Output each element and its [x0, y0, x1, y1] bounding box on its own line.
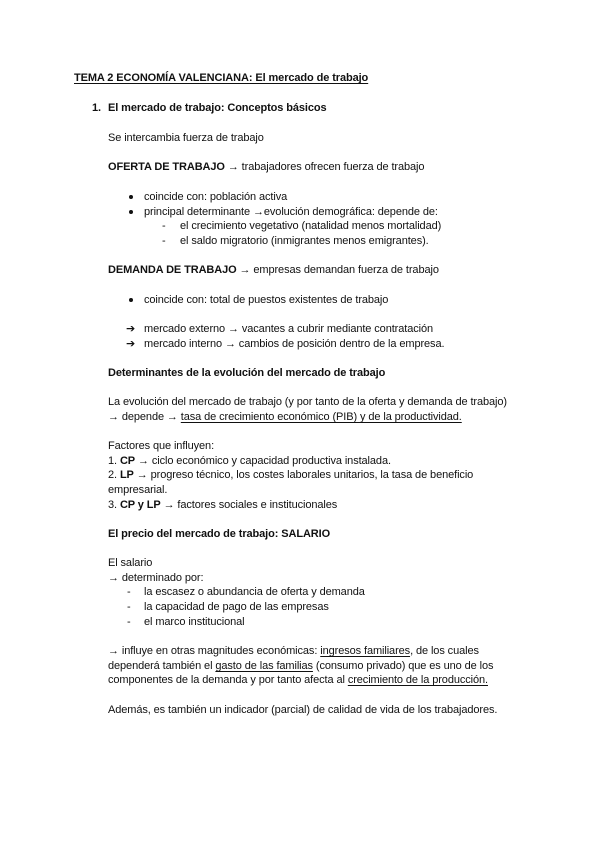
dash-icon: -	[127, 601, 131, 613]
dash-icon: -	[162, 220, 166, 232]
salario-paragraph-line-1	[108, 644, 479, 658]
oferta-rest: → trabajadores ofrecen fuerza de trabajo	[224, 161, 425, 173]
factores-title: Factores que influyen:	[108, 440, 215, 452]
oferta-line	[108, 160, 424, 174]
section-number: 1.	[92, 102, 101, 114]
p1-text: → influye en otras magnitudes económicas:	[108, 645, 321, 657]
oferta-bullet-2: principal determinante →evolución demográfica: depende de:	[144, 206, 438, 218]
closing-sentence: Además, es también un indicador (parcial) de calidad de vida de los trabajadores.	[108, 704, 498, 716]
salario-item-3: el marco institucional	[144, 616, 245, 628]
factor-2-number: 2.	[108, 469, 120, 481]
p2-text: dependerá también el	[108, 660, 216, 672]
demanda-line	[108, 263, 439, 277]
oferta-subitem-1: el crecimiento vegetativo (natalidad menos mortalidad)	[180, 220, 442, 232]
demanda-arrow-1: mercado externo → vacantes a cubrir mediante contratación	[144, 323, 434, 335]
factor-2-continuation: empresarial.	[108, 484, 168, 496]
factor-3-label: CP y LP	[119, 499, 161, 511]
factor-3	[108, 498, 337, 512]
factor-3-number: 3.	[108, 499, 120, 511]
factor-2-label: LP	[119, 469, 134, 481]
factor-1	[108, 454, 391, 468]
factor-1-number: 1.	[108, 455, 120, 467]
oferta-label: OFERTA DE TRABAJO	[108, 161, 225, 173]
dash-icon: -	[162, 235, 166, 247]
salario-heading: El precio del mercado de trabajo: SALARIO	[108, 528, 331, 540]
salario-line-1: El salario	[108, 557, 153, 569]
document-title: TEMA 2 ECONOMÍA VALENCIANA: El mercado de trabajo	[74, 72, 369, 84]
demanda-rest: → empresas demandan fuerza de trabajo	[236, 264, 439, 276]
p3-text: componentes de la demanda y por tanto afecta al	[108, 674, 348, 686]
bullet-icon	[129, 195, 133, 199]
determinantes-heading: Determinantes de la evolución del mercado de trabajo	[108, 367, 386, 379]
arrow-bullet-icon: ➔	[126, 338, 136, 350]
p2-text-end: (consumo privado) que es uno de los	[312, 660, 494, 672]
arrow-bullet-icon: ➔	[126, 323, 136, 335]
p3-underlined: crecimiento de la producción.	[347, 674, 488, 686]
factor-1-text: → ciclo económico y capacidad productiva instalada.	[135, 455, 391, 467]
bullet-icon	[129, 210, 133, 214]
determinantes-line-2-underlined: tasa de crecimiento económico (PIB) y de la productividad.	[180, 411, 462, 423]
salario-paragraph-line-3	[108, 673, 488, 687]
salario-paragraph-line-2	[108, 659, 493, 673]
determinantes-line-2	[108, 410, 462, 424]
factor-3-text: → factores sociales e institucionales	[160, 499, 338, 511]
dash-icon: -	[127, 616, 131, 628]
factor-2-text: → progreso técnico, los costes laborales unitarios, la tasa de beneficio	[133, 469, 474, 481]
demanda-label: DEMANDA DE TRABAJO	[108, 264, 237, 276]
factor-1-label: CP	[119, 455, 136, 467]
section-heading: El mercado de trabajo: Conceptos básicos	[108, 102, 327, 114]
oferta-subitem-2: el saldo migratorio (inmigrantes menos emigrantes).	[180, 235, 429, 247]
factor-2	[108, 468, 473, 482]
demanda-arrow-2: mercado interno → cambios de posición dentro de la empresa.	[144, 338, 445, 350]
determinantes-line-2-pre: → depende →	[108, 411, 181, 423]
salario-item-2: la capacidad de pago de las empresas	[144, 601, 329, 613]
oferta-bullet-1: coincide con: población activa	[144, 191, 288, 203]
p2-underlined: gasto de las familias	[215, 660, 313, 672]
determinantes-line-1: La evolución del mercado de trabajo (y por tanto de la oferta y demanda de trabajo)	[108, 396, 507, 408]
dash-icon: -	[127, 586, 131, 598]
salario-line-2: → determinado por:	[108, 572, 204, 584]
demanda-bullet: coincide con: total de puestos existentes de trabajo	[144, 294, 389, 306]
intro-text: Se intercambia fuerza de trabajo	[108, 132, 264, 144]
salario-item-1: la escasez o abundancia de oferta y demanda	[144, 586, 365, 598]
p1-underlined: ingresos familiares	[320, 645, 411, 657]
bullet-icon	[129, 298, 133, 302]
p1-text-end: , de los cuales	[410, 645, 479, 657]
